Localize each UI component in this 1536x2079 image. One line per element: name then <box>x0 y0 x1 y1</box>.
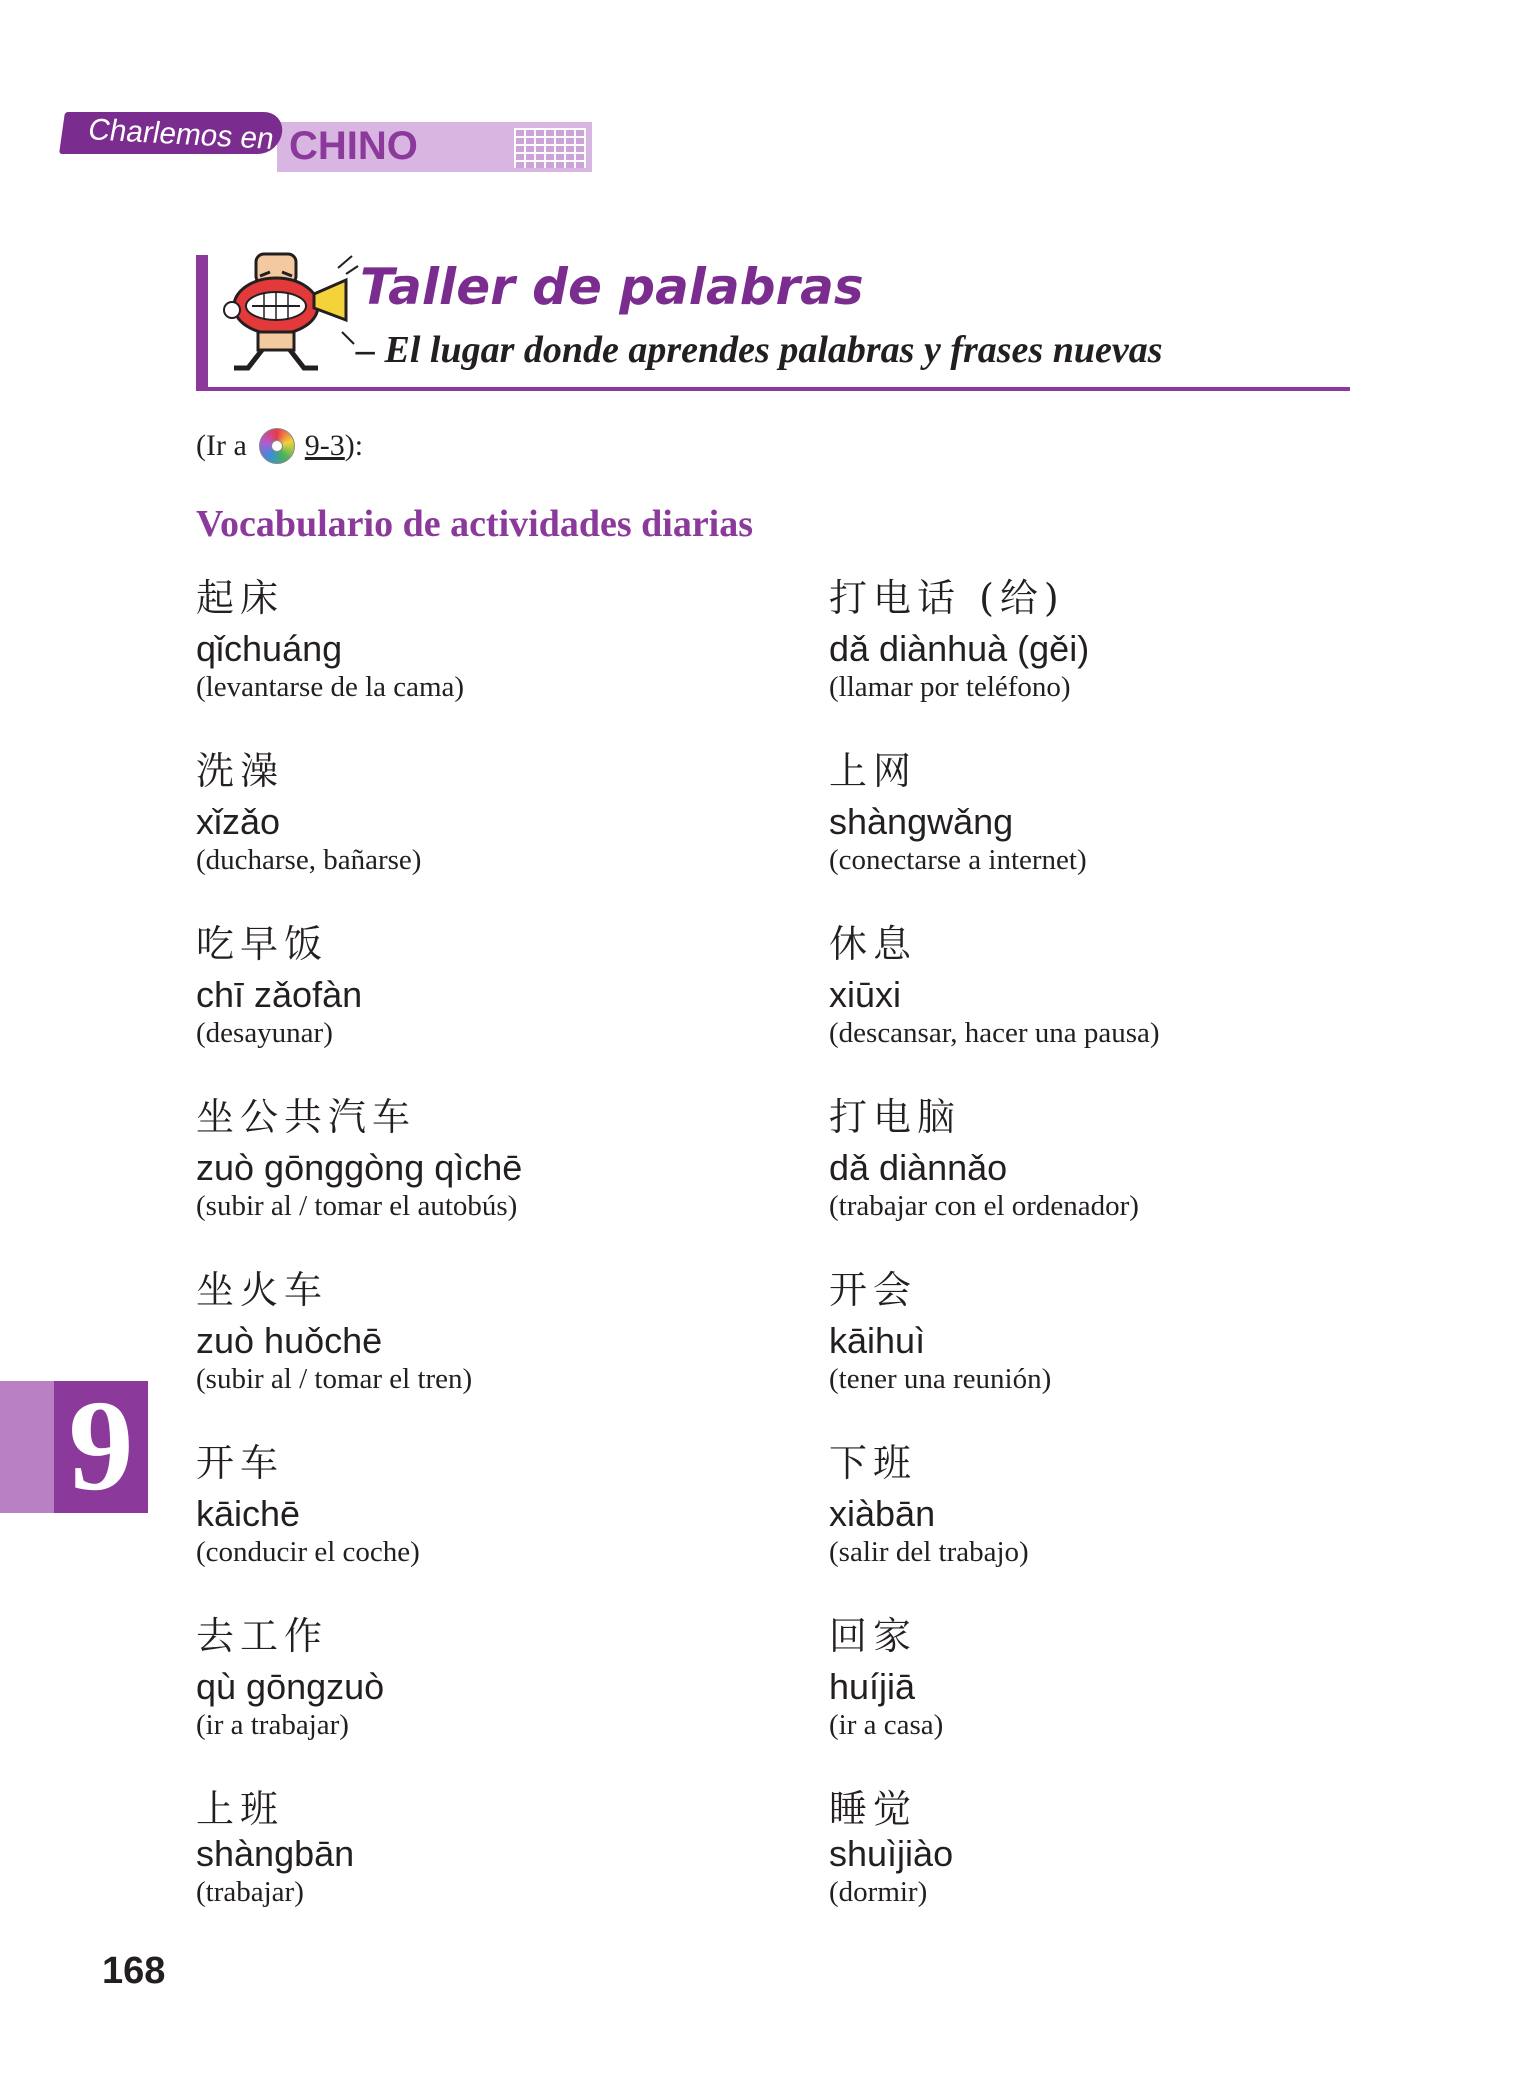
vocab-chinese: 上班 <box>196 1787 285 1831</box>
vocab-item <box>196 1785 756 1957</box>
vocab-spanish: (subir al / tomar el tren) <box>196 1363 473 1395</box>
vocab-pinyin: shuìjiào <box>829 1833 954 1874</box>
vocab-chinese: 打电脑 <box>829 1095 962 1139</box>
chapter-number: 9 <box>68 1374 134 1518</box>
vocab-spanish: (levantarse de la cama) <box>196 671 465 703</box>
vocab-item <box>829 574 1389 746</box>
title-underline <box>196 387 1350 391</box>
mascot-megaphone-icon <box>218 250 360 376</box>
vocab-item <box>196 747 756 919</box>
vocab-pinyin: dǎ diànhuà (gěi) <box>829 628 1090 669</box>
series-badge <box>62 108 532 174</box>
vocab-item <box>829 920 1389 1092</box>
vocab-pinyin: dǎ diànnǎo <box>829 1147 1008 1188</box>
vocab-spanish: (descansar, hacer una pausa) <box>829 1017 1160 1049</box>
vocab-spanish: (ducharse, bañarse) <box>196 844 422 876</box>
vocab-chinese: 上网 <box>829 749 918 793</box>
reference-suffix: ): <box>344 429 364 462</box>
section-title: Vocabulario de actividades diarias <box>196 503 754 545</box>
vocab-item <box>196 1093 756 1265</box>
vocab-item <box>196 1439 756 1611</box>
badge-chino-text: CHINO <box>289 124 418 168</box>
vocab-chinese: 洗澡 <box>196 749 285 793</box>
vocab-spanish: (dormir) <box>829 1876 928 1908</box>
vocab-chinese: 去工作 <box>196 1614 329 1658</box>
reference-prefix: (Ir a <box>196 429 247 462</box>
vocab-pinyin: zuò huǒchē <box>196 1320 383 1361</box>
page-subtitle: – El lugar donde aprendes palabras y frases nuevas <box>356 329 1163 371</box>
vocab-pinyin: qǐchuáng <box>196 628 343 669</box>
vocab-spanish: (trabajar) <box>196 1876 304 1908</box>
vocab-chinese: 睡觉 <box>829 1787 918 1831</box>
vocab-chinese: 回家 <box>829 1614 918 1658</box>
vocab-spanish: (tener una reunión) <box>829 1363 1052 1395</box>
vocab-chinese: 休息 <box>829 922 918 966</box>
vocab-spanish: (conducir el coche) <box>196 1536 420 1568</box>
vocab-item <box>829 1785 1389 1957</box>
vocab-item <box>196 920 756 1092</box>
page-title: Taller de palabras <box>360 258 864 316</box>
vocab-spanish: (llamar por teléfono) <box>829 671 1071 703</box>
vocab-chinese: 坐公共汽车 <box>196 1095 417 1139</box>
badge-right-panel <box>277 122 592 172</box>
vocab-chinese: 吃早饭 <box>196 922 329 966</box>
vocab-item <box>829 747 1389 919</box>
badge-charlemos-text: Charlemos en <box>85 113 277 156</box>
vocab-pinyin: chī zǎofàn <box>196 974 363 1015</box>
vocab-item <box>829 1266 1389 1438</box>
vocab-pinyin: kāichē <box>196 1493 301 1534</box>
vocab-spanish: (desayunar) <box>196 1017 333 1049</box>
audio-track-link[interactable]: 9-3 <box>304 429 345 462</box>
vocab-pinyin: xiūxi <box>829 974 902 1015</box>
page-number: 168 <box>102 1950 166 1992</box>
vocab-item <box>196 574 756 746</box>
badge-grid-pattern <box>514 128 586 168</box>
vocab-pinyin: xǐzǎo <box>196 801 281 842</box>
vocab-pinyin: huíjiā <box>829 1666 916 1707</box>
vocab-chinese: 坐火车 <box>196 1268 329 1312</box>
badge-left-panel <box>59 112 285 154</box>
vocab-chinese: 下班 <box>829 1441 918 1485</box>
vocab-pinyin: qù gōngzuò <box>196 1666 385 1707</box>
audio-reference <box>196 428 363 464</box>
vocab-chinese: 开车 <box>196 1441 285 1485</box>
vocab-pinyin: kāihuì <box>829 1320 926 1361</box>
vocab-item <box>829 1093 1389 1265</box>
vocab-item <box>829 1439 1389 1611</box>
vocab-spanish: (subir al / tomar el autobús) <box>196 1190 518 1222</box>
vocab-pinyin: shàngwǎng <box>829 801 1014 842</box>
vocab-spanish: (ir a casa) <box>829 1709 944 1741</box>
vocab-item <box>196 1612 756 1784</box>
vocab-chinese: 开会 <box>829 1268 918 1312</box>
vocab-pinyin: xiàbān <box>829 1493 936 1534</box>
vocab-pinyin: shàngbān <box>196 1833 355 1874</box>
vocab-item <box>829 1612 1389 1784</box>
vocab-item <box>196 1266 756 1438</box>
title-accent-bar <box>196 255 208 391</box>
cd-audio-icon <box>259 428 295 464</box>
vocab-spanish: (trabajar con el ordenador) <box>829 1190 1139 1222</box>
vocab-spanish: (salir del trabajo) <box>829 1536 1029 1568</box>
vocab-spanish: (ir a trabajar) <box>196 1709 349 1741</box>
vocab-chinese: 打电话 (给) <box>829 576 1065 620</box>
vocab-spanish: (conectarse a internet) <box>829 844 1087 876</box>
vocab-pinyin: zuò gōnggòng qìchē <box>196 1147 523 1188</box>
vocab-chinese: 起床 <box>196 576 285 620</box>
